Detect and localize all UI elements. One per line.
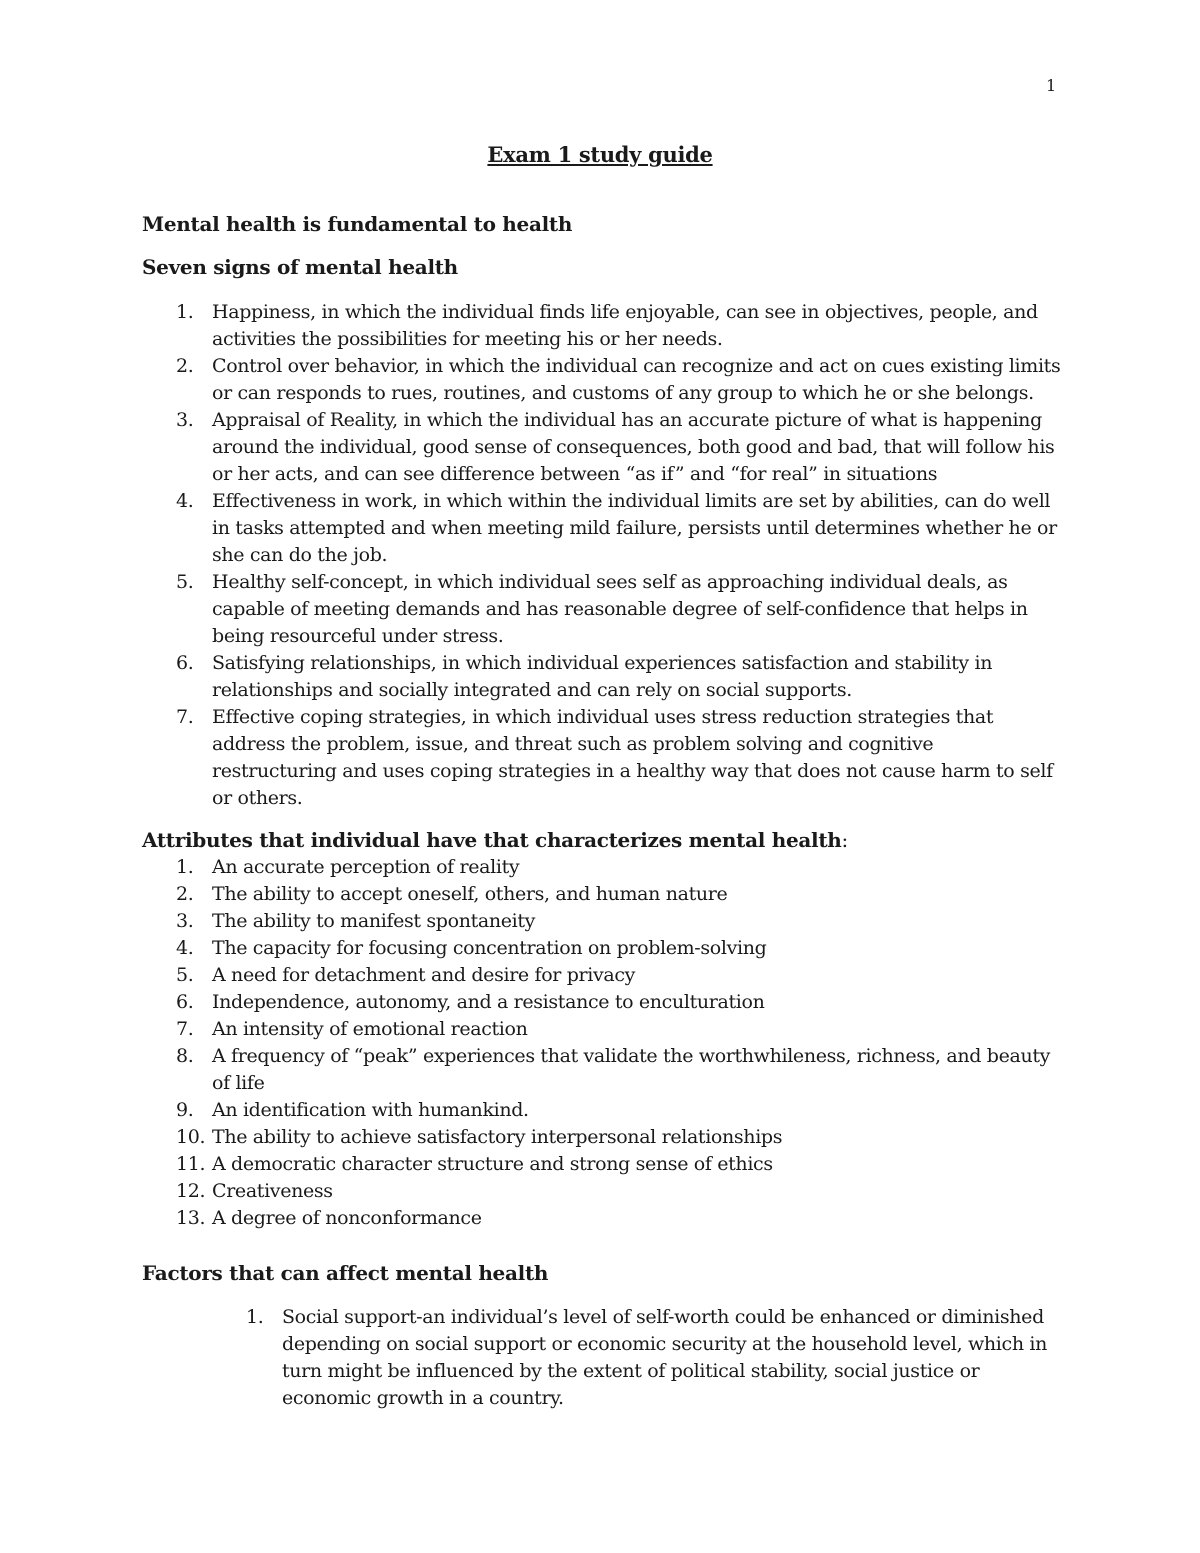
list-item-text: The ability to accept oneself, others, and human nature (212, 883, 728, 905)
heading-factors: Factors that can affect mental health (142, 1261, 549, 1285)
list-number: 4. (176, 937, 194, 959)
list-number: 5. (176, 964, 194, 986)
list-item (142, 1205, 1062, 1232)
list-number: 13. (176, 1207, 206, 1229)
list-number: 6. (176, 991, 194, 1013)
heading-attributes-text: Attributes that individual have that characterizes mental health (142, 828, 842, 852)
list-number: 7. (176, 706, 194, 728)
list-item-text: Control over behavior, in which the individual can recognize and act on cues existing limits or can responds to rues, routines, and customs of any group to which he or she belongs. (212, 355, 1061, 404)
list-number: 2. (176, 883, 194, 905)
list-number: 3. (176, 910, 194, 932)
list-item-text: Healthy self-concept, in which individual sees self as approaching individual deals, as capable of meeting demands and has reasonable degree of self-confidence that helps in being resourceful under stress. (212, 571, 1028, 647)
heading-seven-signs: Seven signs of mental health (142, 255, 458, 279)
list-item (142, 488, 1062, 569)
list-item-text: Satisfying relationships, in which individual experiences satisfaction and stability in relationships and socially integrated and can rely on social supports. (212, 652, 993, 701)
list-number: 1. (176, 856, 194, 878)
list-number: 1. (176, 301, 194, 323)
list-item-text: Social support-an individual’s level of self-worth could be enhanced or diminished depending on social support or economic security at the household level, which in turn might be influenced by the extent of political stability, social justice or economic growth in a country. (282, 1306, 1048, 1409)
list-number: 12. (176, 1180, 206, 1202)
list-item-text: Effective coping strategies, in which individual uses stress reduction strategies that address the problem, issue, and threat such as problem solving and cognitive restructuring and uses coping strategies in a healthy way that does not cause harm to self or others. (212, 706, 1053, 809)
list-number: 9. (176, 1099, 194, 1121)
list-item (142, 353, 1062, 407)
list-item (142, 1043, 1062, 1097)
list-item-text: Effectiveness in work, in which within the individual limits are set by abilities, can do well in tasks attempted and when meeting mild failure, persists until determines whether he or she can do the job. (212, 490, 1057, 566)
list-item-text: A degree of nonconformance (212, 1207, 482, 1229)
list-item (142, 650, 1062, 704)
list-item (142, 569, 1062, 650)
list-item (142, 1124, 1062, 1151)
list-item (142, 1097, 1062, 1124)
list-number: 11. (176, 1153, 206, 1175)
list-item-text: The capacity for focusing concentration on problem-solving (212, 937, 767, 959)
list-item-text: A need for detachment and desire for privacy (212, 964, 636, 986)
document-title: Exam 1 study guide (487, 142, 713, 167)
list-number: 2. (176, 355, 194, 377)
list-item-text: A frequency of “peak” experiences that validate the worthwhileness, richness, and beauty of life (212, 1045, 1050, 1094)
list-number: 10. (176, 1126, 206, 1148)
list-item-text: An accurate perception of reality (212, 856, 520, 878)
list-item-text: Independence, autonomy, and a resistance to enculturation (212, 991, 765, 1013)
list-item-text: The ability to manifest spontaneity (212, 910, 536, 932)
list-item-text: The ability to achieve satisfactory interpersonal relationships (212, 1126, 783, 1148)
list-item-text: Appraisal of Reality, in which the individual has an accurate picture of what is happening around the individual, good sense of consequences, both good and bad, that will follow his or her acts, and can see difference between “as if” and “for real” in situations (212, 409, 1055, 485)
list-item (142, 854, 1062, 881)
list-item-text: An identification with humankind. (212, 1099, 529, 1121)
list-item (142, 1016, 1062, 1043)
list-item (142, 989, 1062, 1016)
list-item (212, 1304, 1062, 1412)
list-item-text: A democratic character structure and strong sense of ethics (212, 1153, 773, 1175)
list-item (142, 935, 1062, 962)
heading-mental-health-fundamental: Mental health is fundamental to health (142, 212, 573, 236)
seven-signs-list (142, 299, 1062, 812)
list-item (142, 1151, 1062, 1178)
list-item (142, 704, 1062, 812)
list-item-text: Happiness, in which the individual finds life enjoyable, can see in objectives, people, and activities the possibilities for meeting his or her needs. (212, 301, 1038, 350)
list-item (142, 881, 1062, 908)
list-item-text: Creativeness (212, 1180, 333, 1202)
list-item (142, 962, 1062, 989)
list-item (142, 1178, 1062, 1205)
list-number: 3. (176, 409, 194, 431)
list-number: 1. (246, 1306, 264, 1328)
attributes-list (142, 854, 1062, 1232)
list-item (142, 407, 1062, 488)
list-number: 5. (176, 571, 194, 593)
factors-list (212, 1304, 1062, 1412)
list-item (142, 299, 1062, 353)
list-number: 6. (176, 652, 194, 674)
list-number: 4. (176, 490, 194, 512)
list-number: 7. (176, 1018, 194, 1040)
list-number: 8. (176, 1045, 194, 1067)
page-number: 1 (1046, 76, 1057, 95)
list-item (142, 908, 1062, 935)
list-item-text: An intensity of emotional reaction (212, 1018, 528, 1040)
heading-attributes (142, 828, 848, 852)
heading-attributes-colon: : (841, 828, 848, 852)
